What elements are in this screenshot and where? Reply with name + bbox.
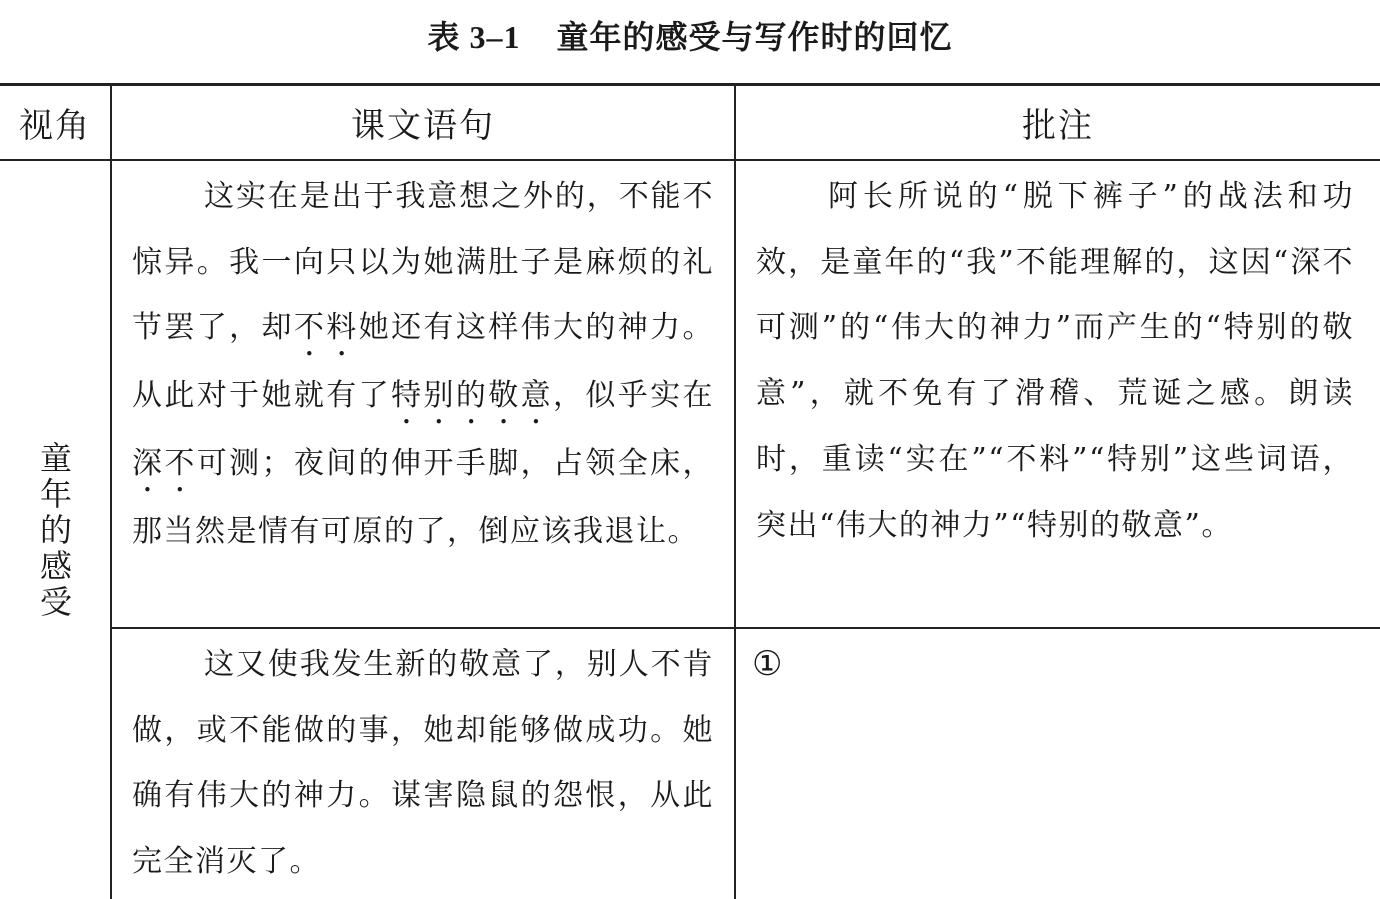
header-text-sentence: 课文语句 xyxy=(351,105,495,146)
row1-annotation: 阿长所说的“脱下裤子”的战法和功效，是童年的“我”不能理解的，这因“深不可测”的“伟大的神力”而产生的“特别的敬意”，就不免有了滑稽、荒诞之感。朗读时，重读“实在”“不料”“特别”这些词语，突出“伟大的神力”“特别的敬意”。 xyxy=(756,179,1354,543)
table-caption xyxy=(0,14,1380,60)
header-annotation: 批注 xyxy=(1022,105,1094,146)
row2-text-sentence: 这又使我发生新的敬意了，别人不肯做，或不能做的事，她却能够做成功。她确有伟大的神力。谋害隐鼠的怨恨，从此完全消灭了。 xyxy=(132,647,714,880)
table-title: 童年的感受与写作时的回忆 xyxy=(556,18,953,56)
row1-emphasis-buliao: 不料 xyxy=(293,310,359,346)
row1-emphasis-shenbu: 深不 xyxy=(132,446,197,482)
column-divider-1 xyxy=(110,84,112,899)
section-label: 童年的感受 xyxy=(39,439,72,621)
row1-text-part3: ，似乎实在 xyxy=(552,378,714,414)
row-divider xyxy=(111,627,1380,629)
column-divider-2 xyxy=(734,84,736,899)
header-perspective: 视角 xyxy=(19,105,91,146)
table-number: 表 3–1 xyxy=(427,19,521,55)
row1-text-part1: 这实在是出于我意想之外的，不能不惊异。我一向只以为她满肚子是麻烦的礼节罢了，却 xyxy=(132,179,714,346)
row2-annotation-blank: ① xyxy=(752,644,784,684)
row1-text-part2: 她还有这样伟大的神力。从此对于她就有了 xyxy=(132,310,714,414)
row1-text-part4: 可测；夜间的伸开手脚，占领全床，那当然是情有可原的了，倒应该我退让。 xyxy=(132,446,714,550)
row1-text-sentence xyxy=(132,164,714,624)
row1-emphasis-tebie-de-jingyi: 特别的敬意 xyxy=(391,378,553,414)
